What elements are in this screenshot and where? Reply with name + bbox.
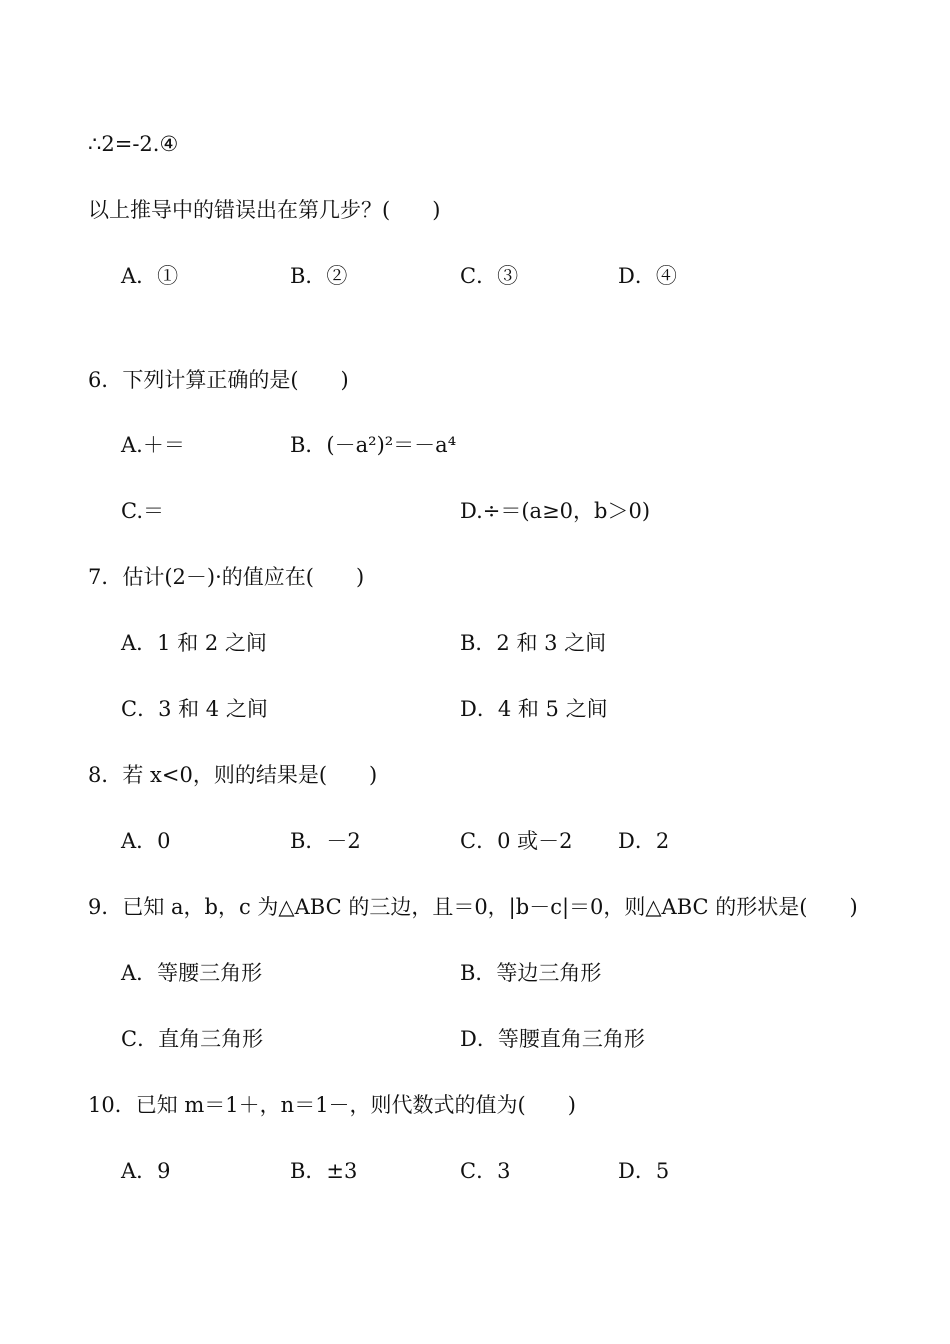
question-stem: 7．估计(2－)·的值应在( ) [88,565,365,589]
option-d: D.÷＝(a≥0，b＞0) [460,499,651,523]
option-a: A．① [121,264,179,288]
option-d: D．4 和 5 之间 [460,697,608,721]
option-c: C．0 或－2 [460,829,573,853]
option-d: D．等腰直角三角形 [460,1027,645,1051]
option-d: D．2 [618,829,670,853]
question-stem: 8．若 x<0，则的结果是( ) [88,763,378,787]
option-a: A.＋＝ [121,433,185,457]
option-a: A．0 [121,829,171,853]
option-c: C．3 和 4 之间 [121,697,268,721]
option-a: A．9 [121,1159,171,1183]
question-stem: 9．已知 a，b，c 为△ABC 的三边，且＝0，|b－c|＝0，则△ABC 的形状是( ) [88,895,858,919]
question-stem: 以上推导中的错误出在第几步？( ) [88,198,441,222]
option-b: B．(－a²)²＝－a⁴ [290,433,457,457]
question-stem: 10．已知 m＝1＋，n＝1－，则代数式的值为( ) [88,1093,576,1117]
option-b: B．等边三角形 [460,961,602,985]
option-b: B．－2 [290,829,361,853]
option-b: B．2 和 3 之间 [460,631,607,655]
option-c: C．3 [460,1159,511,1183]
option-a: A．等腰三角形 [121,961,263,985]
option-d: D．④ [618,264,677,288]
option-c: C．③ [460,264,519,288]
question-stem: 6．下列计算正确的是( ) [88,368,349,392]
conclusion-line: ∴2=-2.④ [88,132,179,156]
option-c: C.＝ [121,499,164,523]
option-a: A．1 和 2 之间 [121,631,267,655]
option-c: C．直角三角形 [121,1027,264,1051]
option-b: B．±3 [290,1159,358,1183]
option-b: B．② [290,264,348,288]
option-d: D．5 [618,1159,670,1183]
